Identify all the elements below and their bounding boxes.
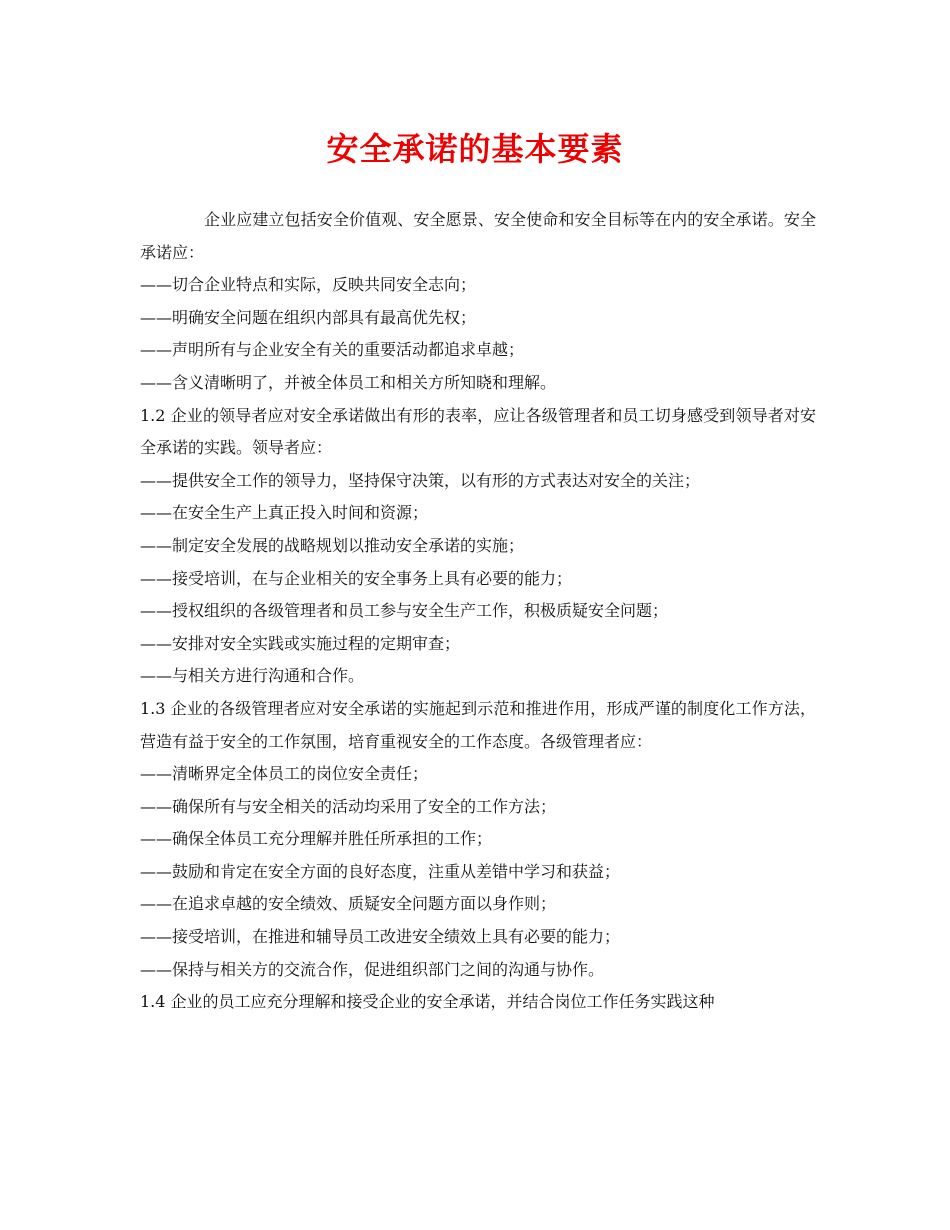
paragraph: ——接受培训，在与企业相关的安全事务上具有必要的能力； [140, 568, 573, 588]
paragraph: 1.2 企业的领导者应对安全承诺做出有形的表率，应让各级管理者和员工切身感受到领导者对安全承诺的实践。领导者应： [140, 405, 816, 458]
paragraph: ——在安全生产上真正投入时间和资源； [140, 503, 429, 523]
paragraph: 1.3 企业的各级管理者应对安全承诺的实施起到示范和推进作用，形成严谨的制度化工作方法，营造有益于安全的工作氛围，培育重视安全的工作态度。各级管理者应： [140, 698, 816, 751]
paragraph: ——清晰界定全体员工的岗位安全责任； [140, 764, 429, 784]
paragraph: ——含义清晰明了，并被全体员工和相关方所知晓和理解。 [140, 372, 557, 392]
document-body [140, 204, 816, 1019]
paragraph: ——确保所有与安全相关的活动均采用了安全的工作方法； [140, 796, 557, 816]
document-title: 安全承诺的基本要素 [326, 130, 624, 168]
paragraph: ——保持与相关方的交流合作，促进组织部门之间的沟通与协作。 [140, 959, 605, 979]
paragraph: 1.4 企业的员工应充分理解和接受企业的安全承诺，并结合岗位工作任务实践这种 [140, 992, 715, 1012]
paragraph: ——切合企业特点和实际，反映共同安全志向； [140, 275, 477, 295]
paragraph: ——安排对安全实践或实施过程的定期审查； [140, 633, 461, 653]
paragraph: ——授权组织的各级管理者和员工参与安全生产工作，积极质疑安全问题； [140, 601, 669, 621]
paragraph: ——在追求卓越的安全绩效、质疑安全问题方面以身作则； [140, 894, 557, 914]
paragraph: ——接受培训，在推进和辅导员工改进安全绩效上具有必要的能力； [140, 927, 621, 947]
paragraph: ——与相关方进行沟通和合作。 [140, 666, 365, 686]
paragraph: ——提供安全工作的领导力，坚持保守决策，以有形的方式表达对安全的关注； [140, 470, 701, 490]
paragraph: ——明确安全问题在组织内部具有最高优先权； [140, 307, 477, 327]
paragraph: ——鼓励和肯定在安全方面的良好态度，注重从差错中学习和获益； [140, 861, 621, 881]
paragraph: ——声明所有与企业安全有关的重要活动都追求卓越； [140, 340, 525, 360]
paragraph: ——制定安全发展的战略规划以推动安全承诺的实施； [140, 535, 525, 555]
paragraph: ——确保全体员工充分理解并胜任所承担的工作； [140, 829, 493, 849]
paragraph: 企业应建立包括安全价值观、安全愿景、安全使命和安全目标等在内的安全承诺。安全承诺应： [140, 210, 816, 262]
